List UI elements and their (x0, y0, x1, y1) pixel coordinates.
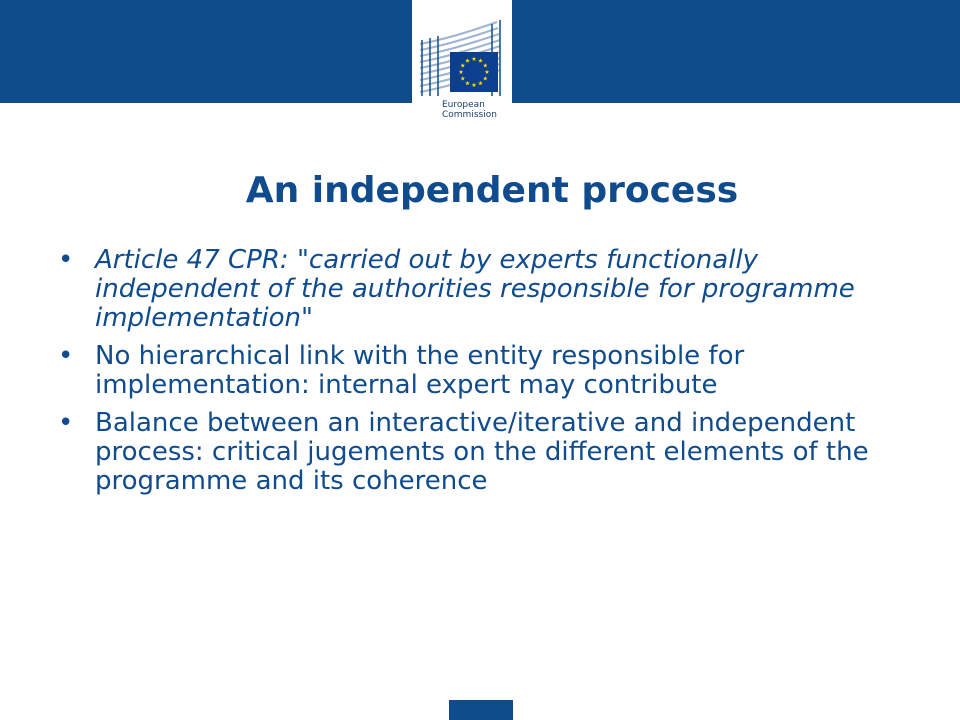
european-commission-logo (412, 0, 512, 133)
logo-line-1: European (442, 100, 485, 110)
bullet-item (58, 342, 918, 400)
bullet-item (58, 409, 918, 496)
bullet-text: Article 47 CPR: "carried out by experts functionally independent of the authorities responsible for programme implementation" (95, 245, 855, 333)
bullet-point-icon: • (58, 408, 74, 438)
bullet-point-icon: • (58, 245, 74, 275)
slide-title: An independent process (245, 170, 739, 211)
bullet-point-icon: • (58, 341, 74, 371)
bullet-text: Balance between an interactive/iterative and independent process: critical jugements on the different elements of the programme and its coherence (95, 408, 869, 496)
bullet-item (58, 246, 918, 333)
bullet-list (58, 246, 918, 505)
logo-text (442, 100, 497, 120)
logo-graphic-icon (412, 0, 512, 100)
logo-line-2: Commission (442, 110, 497, 120)
footer-tab (449, 700, 513, 720)
bullet-text: No hierarchical link with the entity responsible for implementation: internal expert may contribute (95, 341, 745, 400)
